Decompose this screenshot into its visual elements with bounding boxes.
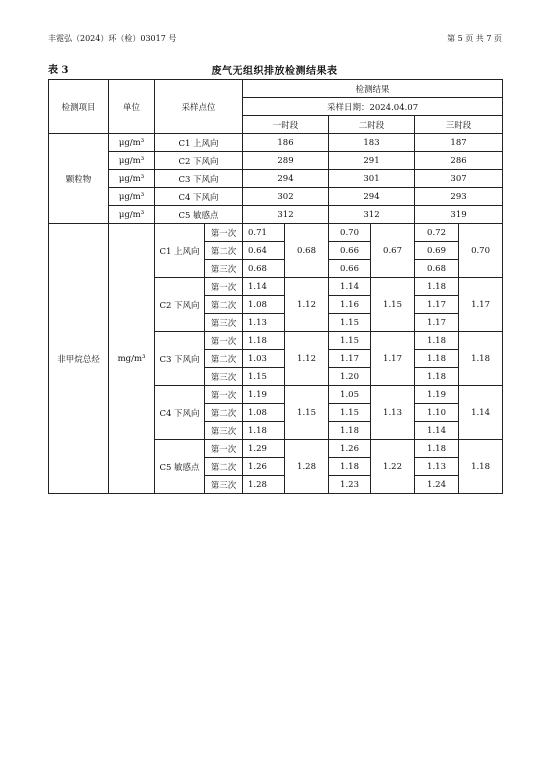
nmhc-item: 非甲烷总烃 bbox=[49, 224, 109, 494]
value-cell: 301 bbox=[329, 170, 415, 188]
average-cell: 1.15 bbox=[371, 278, 415, 332]
sample-time-cell: 第三次 bbox=[205, 314, 243, 332]
table-row bbox=[49, 188, 503, 206]
value-cell: 312 bbox=[329, 206, 415, 224]
value-cell: 1.17 bbox=[415, 314, 459, 332]
value-cell: 1.14 bbox=[243, 278, 285, 296]
value-cell: 1.19 bbox=[243, 386, 285, 404]
value-cell: 1.18 bbox=[415, 440, 459, 458]
point-cell: C1 上风向 bbox=[155, 134, 243, 152]
sample-time-cell: 第二次 bbox=[205, 296, 243, 314]
value-cell: 289 bbox=[243, 152, 329, 170]
value-cell: 1.18 bbox=[415, 350, 459, 368]
unit-cell: μg/m³ bbox=[109, 206, 155, 224]
value-cell: 1.18 bbox=[243, 422, 285, 440]
value-cell: 1.29 bbox=[243, 440, 285, 458]
table-row bbox=[49, 206, 503, 224]
average-cell: 1.28 bbox=[285, 440, 329, 494]
sample-time-cell: 第三次 bbox=[205, 422, 243, 440]
header-unit: 单位 bbox=[109, 80, 155, 134]
value-cell: 0.68 bbox=[415, 260, 459, 278]
average-cell: 1.12 bbox=[285, 278, 329, 332]
average-cell: 0.70 bbox=[459, 224, 503, 278]
average-cell: 1.17 bbox=[459, 278, 503, 332]
value-cell: 1.15 bbox=[329, 314, 371, 332]
value-cell: 302 bbox=[243, 188, 329, 206]
document-number: 丰霓弘（2024）环（检）03017 号 bbox=[48, 34, 177, 43]
average-cell: 1.22 bbox=[371, 440, 415, 494]
value-cell: 186 bbox=[243, 134, 329, 152]
header-item: 检测项目 bbox=[49, 80, 109, 134]
sample-time-cell: 第三次 bbox=[205, 368, 243, 386]
value-cell: 1.18 bbox=[329, 422, 371, 440]
value-cell: 1.18 bbox=[415, 332, 459, 350]
value-cell: 319 bbox=[415, 206, 503, 224]
results-table bbox=[48, 79, 503, 494]
header-date: 采样日期：2024.04.07 bbox=[243, 98, 503, 116]
value-cell: 1.19 bbox=[415, 386, 459, 404]
value-cell: 312 bbox=[243, 206, 329, 224]
value-cell: 1.18 bbox=[329, 458, 371, 476]
table-row bbox=[49, 152, 503, 170]
value-cell: 294 bbox=[329, 188, 415, 206]
value-cell: 293 bbox=[415, 188, 503, 206]
value-cell: 1.03 bbox=[243, 350, 285, 368]
value-cell: 1.13 bbox=[243, 314, 285, 332]
value-cell: 0.66 bbox=[329, 260, 371, 278]
table-number: 表 3 bbox=[48, 65, 69, 76]
value-cell: 1.24 bbox=[415, 476, 459, 494]
value-cell: 286 bbox=[415, 152, 503, 170]
value-cell: 1.18 bbox=[415, 278, 459, 296]
sample-time-cell: 第三次 bbox=[205, 260, 243, 278]
value-cell: 1.23 bbox=[329, 476, 371, 494]
value-cell: 1.15 bbox=[329, 404, 371, 422]
sample-time-cell: 第一次 bbox=[205, 278, 243, 296]
value-cell: 294 bbox=[243, 170, 329, 188]
point-cell: C5 敏感点 bbox=[155, 206, 243, 224]
value-cell: 1.16 bbox=[329, 296, 371, 314]
point-cell: C2 下风向 bbox=[155, 278, 205, 332]
header-point: 采样点位 bbox=[155, 80, 243, 134]
value-cell: 1.14 bbox=[329, 278, 371, 296]
header-period-3: 三时段 bbox=[415, 116, 503, 134]
average-cell: 1.13 bbox=[371, 386, 415, 440]
sample-time-cell: 第三次 bbox=[205, 476, 243, 494]
header-result: 检测结果 bbox=[243, 80, 503, 98]
value-cell: 0.69 bbox=[415, 242, 459, 260]
average-cell: 1.18 bbox=[459, 332, 503, 386]
average-cell: 0.68 bbox=[285, 224, 329, 278]
nmhc-unit: mg/m³ bbox=[109, 224, 155, 494]
value-cell: 0.71 bbox=[243, 224, 285, 242]
sample-time-cell: 第一次 bbox=[205, 332, 243, 350]
value-cell: 1.20 bbox=[329, 368, 371, 386]
table-title: 废气无组织排放检测结果表 bbox=[211, 66, 338, 77]
sample-time-cell: 第一次 bbox=[205, 440, 243, 458]
average-cell: 1.18 bbox=[459, 440, 503, 494]
average-cell: 1.14 bbox=[459, 386, 503, 440]
page-info: 第 5 页 共 7 页 bbox=[447, 34, 502, 43]
point-cell: C3 下风向 bbox=[155, 170, 243, 188]
value-cell: 1.14 bbox=[415, 422, 459, 440]
value-cell: 0.66 bbox=[329, 242, 371, 260]
value-cell: 1.10 bbox=[415, 404, 459, 422]
value-cell: 1.08 bbox=[243, 296, 285, 314]
value-cell: 0.70 bbox=[329, 224, 371, 242]
header-period-2: 二时段 bbox=[329, 116, 415, 134]
sample-time-cell: 第二次 bbox=[205, 404, 243, 422]
average-cell: 0.67 bbox=[371, 224, 415, 278]
value-cell: 1.18 bbox=[415, 368, 459, 386]
value-cell: 0.64 bbox=[243, 242, 285, 260]
particulate-item: 颗粒物 bbox=[49, 134, 109, 224]
average-cell: 1.15 bbox=[285, 386, 329, 440]
value-cell: 1.28 bbox=[243, 476, 285, 494]
sample-time-cell: 第一次 bbox=[205, 224, 243, 242]
point-cell: C3 下风向 bbox=[155, 332, 205, 386]
point-cell: C2 下风向 bbox=[155, 152, 243, 170]
average-cell: 1.12 bbox=[285, 332, 329, 386]
value-cell: 1.18 bbox=[243, 332, 285, 350]
sample-time-cell: 第二次 bbox=[205, 458, 243, 476]
value-cell: 187 bbox=[415, 134, 503, 152]
value-cell: 1.26 bbox=[243, 458, 285, 476]
sample-time-cell: 第二次 bbox=[205, 350, 243, 368]
header-period-1: 一时段 bbox=[243, 116, 329, 134]
average-cell: 1.17 bbox=[371, 332, 415, 386]
unit-cell: μg/m³ bbox=[109, 170, 155, 188]
unit-cell: μg/m³ bbox=[109, 188, 155, 206]
value-cell: 291 bbox=[329, 152, 415, 170]
point-cell: C4 下风向 bbox=[155, 386, 205, 440]
table-row bbox=[49, 170, 503, 188]
value-cell: 183 bbox=[329, 134, 415, 152]
value-cell: 1.08 bbox=[243, 404, 285, 422]
table-row bbox=[49, 224, 503, 242]
header-row bbox=[49, 80, 503, 98]
point-cell: C5 敏感点 bbox=[155, 440, 205, 494]
point-cell: C4 下风向 bbox=[155, 188, 243, 206]
value-cell: 1.13 bbox=[415, 458, 459, 476]
value-cell: 1.05 bbox=[329, 386, 371, 404]
value-cell: 0.68 bbox=[243, 260, 285, 278]
unit-cell: μg/m³ bbox=[109, 134, 155, 152]
value-cell: 1.15 bbox=[329, 332, 371, 350]
value-cell: 1.15 bbox=[243, 368, 285, 386]
value-cell: 1.17 bbox=[329, 350, 371, 368]
value-cell: 0.72 bbox=[415, 224, 459, 242]
value-cell: 307 bbox=[415, 170, 503, 188]
sample-time-cell: 第一次 bbox=[205, 386, 243, 404]
value-cell: 1.26 bbox=[329, 440, 371, 458]
table-body bbox=[49, 80, 503, 494]
sample-time-cell: 第二次 bbox=[205, 242, 243, 260]
table-row bbox=[49, 134, 503, 152]
point-cell: C1 上风向 bbox=[155, 224, 205, 278]
unit-cell: μg/m³ bbox=[109, 152, 155, 170]
value-cell: 1.17 bbox=[415, 296, 459, 314]
